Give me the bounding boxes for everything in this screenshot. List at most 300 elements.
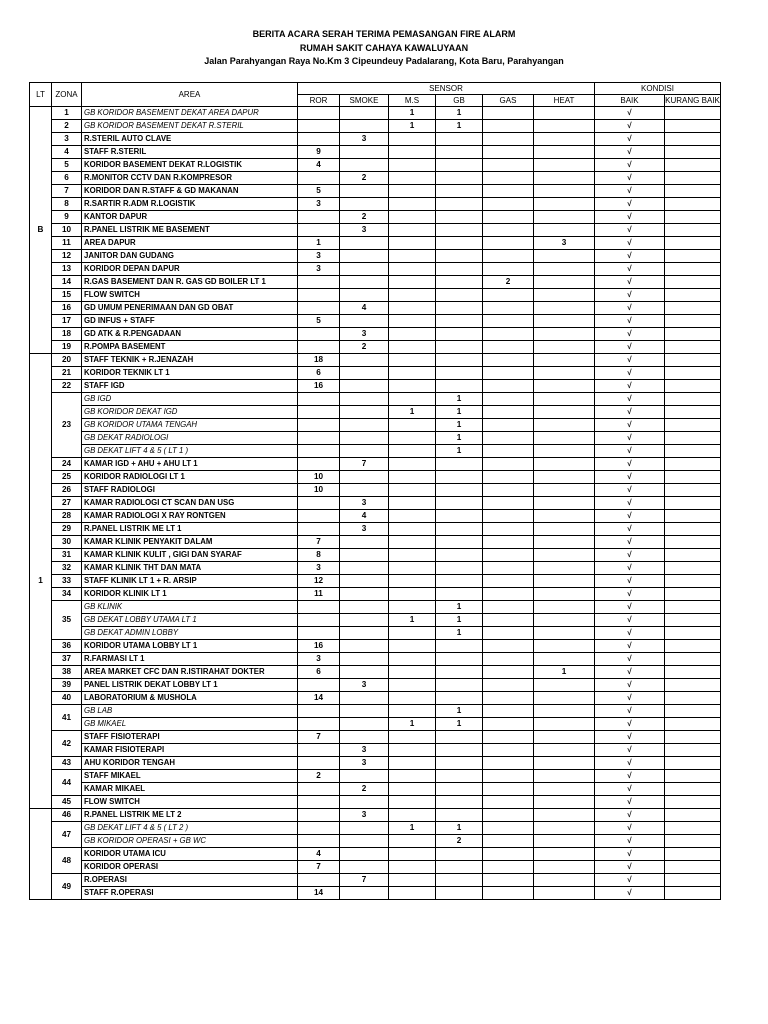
table-row [30,185,721,198]
gb-cell [436,250,483,263]
ror-cell: 6 [298,666,340,679]
heat-cell [534,289,595,302]
table-row [30,315,721,328]
ms-cell [389,536,436,549]
ms-cell: 1 [389,107,436,120]
gas-cell: 2 [483,276,534,289]
heat-cell [534,640,595,653]
area-cell: KAMAR KLINIK KULIT , GIGI DAN SYARAF [82,549,298,562]
table-row [30,731,721,744]
baik-check-cell: √ [595,861,665,874]
area-cell: STAFF MIKAEL [82,770,298,783]
area-cell: R.POMPA BASEMENT [82,341,298,354]
ror-cell [298,874,340,887]
gas-cell [483,185,534,198]
table-row [30,614,721,627]
gas-cell [483,419,534,432]
area-cell: GB KLINIK [82,601,298,614]
zona-cell: 33 [52,575,82,588]
gas-cell [483,406,534,419]
table-row [30,302,721,315]
table-row [30,276,721,289]
zona-cell: 21 [52,367,82,380]
table-row [30,172,721,185]
zona-cell: 12 [52,250,82,263]
table-row [30,133,721,146]
area-cell: GB DEKAT ADMIN LOBBY [82,627,298,640]
smoke-cell [340,146,389,159]
zona-cell: 26 [52,484,82,497]
gb-cell [436,380,483,393]
table-row [30,120,721,133]
gb-cell [436,198,483,211]
table-row [30,484,721,497]
area-cell: AREA MARKET CFC DAN R.ISTIRAHAT DOKTER [82,666,298,679]
heat-cell [534,380,595,393]
col-zona: ZONA [52,83,82,107]
smoke-cell [340,419,389,432]
area-cell: GB DEKAT LOBBY UTAMA LT 1 [82,614,298,627]
smoke-cell: 3 [340,497,389,510]
ror-cell: 5 [298,185,340,198]
baik-check-cell: √ [595,601,665,614]
kurang-baik-cell [665,536,721,549]
smoke-cell [340,887,389,900]
kurang-baik-cell [665,146,721,159]
baik-check-cell: √ [595,692,665,705]
zona-cell: 40 [52,692,82,705]
table-row [30,562,721,575]
heat-cell [534,120,595,133]
gb-cell [436,770,483,783]
ms-cell [389,770,436,783]
baik-check-cell: √ [595,432,665,445]
heat-cell [534,588,595,601]
gas-cell [483,354,534,367]
gas-cell [483,861,534,874]
baik-check-cell: √ [595,419,665,432]
smoke-cell [340,484,389,497]
baik-check-cell: √ [595,484,665,497]
gb-cell [436,497,483,510]
kurang-baik-cell [665,302,721,315]
col-sensor: SENSOR [298,83,595,95]
col-ror: ROR [298,95,340,107]
kurang-baik-cell [665,185,721,198]
floor-cell [30,809,52,900]
smoke-cell [340,796,389,809]
kurang-baik-cell [665,588,721,601]
table-row [30,237,721,250]
ror-cell: 16 [298,640,340,653]
area-cell: JANITOR DAN GUDANG [82,250,298,263]
smoke-cell [340,406,389,419]
kurang-baik-cell [665,523,721,536]
gas-cell [483,224,534,237]
gas-cell [483,120,534,133]
baik-check-cell: √ [595,549,665,562]
area-cell: KANTOR DAPUR [82,211,298,224]
table-row [30,159,721,172]
baik-check-cell: √ [595,185,665,198]
smoke-cell [340,575,389,588]
gb-cell [436,744,483,757]
gas-cell [483,380,534,393]
heat-cell [534,406,595,419]
kurang-baik-cell [665,679,721,692]
area-cell: GD INFUS + STAFF [82,315,298,328]
zona-cell: 22 [52,380,82,393]
baik-check-cell: √ [595,809,665,822]
table-row [30,744,721,757]
table-row [30,874,721,887]
gb-cell: 1 [436,432,483,445]
ms-cell [389,705,436,718]
ror-cell [298,718,340,731]
baik-check-cell: √ [595,510,665,523]
baik-check-cell: √ [595,315,665,328]
zona-cell: 34 [52,588,82,601]
zona-cell: 31 [52,549,82,562]
heat-cell [534,536,595,549]
table-row [30,601,721,614]
ms-cell [389,276,436,289]
ms-cell [389,354,436,367]
ror-cell: 7 [298,731,340,744]
gb-cell [436,783,483,796]
zona-cell: 1 [52,107,82,120]
area-cell: STAFF IGD [82,380,298,393]
area-cell: KORIDOR UTAMA ICU [82,848,298,861]
gb-cell: 1 [436,406,483,419]
zona-cell: 17 [52,315,82,328]
ror-cell [298,211,340,224]
smoke-cell [340,588,389,601]
smoke-cell: 2 [340,341,389,354]
gb-cell [436,653,483,666]
heat-cell: 3 [534,237,595,250]
kurang-baik-cell [665,848,721,861]
smoke-cell [340,770,389,783]
ror-cell [298,406,340,419]
heat-cell [534,796,595,809]
gas-cell [483,302,534,315]
smoke-cell: 3 [340,523,389,536]
ms-cell [389,744,436,757]
zona-cell: 41 [52,705,82,731]
ms-cell [389,458,436,471]
baik-check-cell: √ [595,289,665,302]
col-gb: GB [436,95,483,107]
area-cell: STAFF R.STERIL [82,146,298,159]
heat-cell [534,354,595,367]
ror-cell [298,744,340,757]
ms-cell [389,471,436,484]
ror-cell: 18 [298,354,340,367]
gb-cell [436,757,483,770]
ms-cell [389,237,436,250]
kurang-baik-cell [665,120,721,133]
table-row [30,588,721,601]
gas-cell [483,536,534,549]
smoke-cell [340,536,389,549]
kurang-baik-cell [665,549,721,562]
gb-cell [436,146,483,159]
area-cell: R.MONITOR CCTV DAN R.KOMPRESOR [82,172,298,185]
ror-cell: 14 [298,887,340,900]
hospital-name: RUMAH SAKIT CAHAYA KAWALUYAAN [299,43,469,53]
kurang-baik-cell [665,341,721,354]
ror-cell: 6 [298,367,340,380]
floor-cell: B [30,107,52,354]
zona-cell: 20 [52,354,82,367]
ror-cell [298,705,340,718]
gb-cell: 1 [436,601,483,614]
ror-cell: 1 [298,237,340,250]
ror-cell [298,120,340,133]
heat-cell [534,185,595,198]
baik-check-cell: √ [595,666,665,679]
kurang-baik-cell [665,107,721,120]
heat-cell [534,328,595,341]
ror-cell: 8 [298,549,340,562]
area-cell: KORIDOR OPERASI [82,861,298,874]
kurang-baik-cell [665,653,721,666]
ms-cell [389,783,436,796]
gb-cell [436,341,483,354]
gas-cell [483,770,534,783]
heat-cell [534,276,595,289]
gb-cell: 1 [436,718,483,731]
smoke-cell [340,562,389,575]
zona-cell: 44 [52,770,82,796]
ror-cell: 3 [298,562,340,575]
baik-check-cell: √ [595,731,665,744]
ror-cell: 3 [298,263,340,276]
gb-cell: 1 [436,614,483,627]
heat-cell [534,731,595,744]
zona-cell: 43 [52,757,82,770]
zona-cell: 27 [52,497,82,510]
smoke-cell [340,289,389,302]
gas-cell [483,289,534,302]
ror-cell [298,419,340,432]
kurang-baik-cell [665,133,721,146]
smoke-cell [340,237,389,250]
gb-cell [436,185,483,198]
table-row [30,809,721,822]
heat-cell [534,484,595,497]
ror-cell [298,393,340,406]
heat-cell [534,471,595,484]
fire-alarm-table [29,82,721,900]
gb-cell [436,289,483,302]
kurang-baik-cell [665,783,721,796]
table-row [30,224,721,237]
baik-check-cell: √ [595,705,665,718]
table-row [30,419,721,432]
table-row [30,406,721,419]
baik-check-cell: √ [595,497,665,510]
kurang-baik-cell [665,393,721,406]
gb-cell [436,367,483,380]
ms-cell [389,432,436,445]
gas-cell [483,549,534,562]
table-header [30,83,721,107]
baik-check-cell: √ [595,120,665,133]
heat-cell [534,770,595,783]
col-baik: BAIK [595,95,665,107]
table-row [30,770,721,783]
zona-cell: 18 [52,328,82,341]
gas-cell [483,393,534,406]
heat-cell [534,679,595,692]
zona-cell: 14 [52,276,82,289]
heat-cell [534,809,595,822]
area-cell: KORIDOR KLINIK LT 1 [82,588,298,601]
area-cell: KAMAR MIKAEL [82,783,298,796]
gas-cell [483,679,534,692]
heat-cell [534,614,595,627]
baik-check-cell: √ [595,328,665,341]
zona-cell: 11 [52,237,82,250]
zona-cell: 7 [52,185,82,198]
gb-cell [436,159,483,172]
zona-cell: 32 [52,562,82,575]
heat-cell [534,718,595,731]
gas-cell [483,692,534,705]
ms-cell [389,328,436,341]
kurang-baik-cell [665,289,721,302]
ms-cell [389,497,436,510]
smoke-cell: 7 [340,874,389,887]
table-body [30,107,721,900]
heat-cell [534,848,595,861]
gb-cell [436,731,483,744]
area-cell: R.GAS BASEMENT DAN R. GAS GD BOILER LT 1 [82,276,298,289]
ms-cell [389,809,436,822]
heat-cell [534,822,595,835]
smoke-cell: 3 [340,328,389,341]
area-cell: KORIDOR UTAMA LOBBY LT 1 [82,640,298,653]
heat-cell [534,198,595,211]
table-row [30,250,721,263]
gas-cell [483,471,534,484]
smoke-cell [340,692,389,705]
smoke-cell: 3 [340,679,389,692]
smoke-cell: 4 [340,302,389,315]
heat-cell [534,887,595,900]
smoke-cell [340,367,389,380]
zona-cell: 16 [52,302,82,315]
smoke-cell: 3 [340,809,389,822]
kurang-baik-cell [665,744,721,757]
gb-cell [436,809,483,822]
smoke-cell [340,198,389,211]
table-row [30,835,721,848]
zona-cell: 36 [52,640,82,653]
table-row [30,445,721,458]
baik-check-cell: √ [595,107,665,120]
ms-cell [389,185,436,198]
ror-cell: 7 [298,861,340,874]
smoke-cell: 3 [340,744,389,757]
kurang-baik-cell [665,770,721,783]
area-cell: R.SARTIR R.ADM R.LOGISTIK [82,198,298,211]
ms-cell [389,627,436,640]
ror-cell [298,276,340,289]
table-row [30,822,721,835]
gb-cell: 1 [436,705,483,718]
gb-cell: 1 [436,445,483,458]
gb-cell [436,549,483,562]
table-row [30,432,721,445]
baik-check-cell: √ [595,445,665,458]
gas-cell [483,250,534,263]
col-ms: M.S [389,95,436,107]
ror-cell [298,341,340,354]
ror-cell: 4 [298,159,340,172]
ror-cell [298,497,340,510]
smoke-cell [340,107,389,120]
zona-cell: 2 [52,120,82,133]
zona-cell: 37 [52,653,82,666]
gb-cell [436,562,483,575]
ms-cell [389,731,436,744]
kurang-baik-cell [665,874,721,887]
baik-check-cell: √ [595,406,665,419]
zona-cell: 9 [52,211,82,224]
kurang-baik-cell [665,211,721,224]
zona-cell: 10 [52,224,82,237]
table-row [30,757,721,770]
kurang-baik-cell [665,718,721,731]
baik-check-cell: √ [595,874,665,887]
gas-cell [483,783,534,796]
smoke-cell [340,549,389,562]
area-cell: KAMAR KLINIK THT DAN MATA [82,562,298,575]
heat-cell [534,367,595,380]
ror-cell: 4 [298,848,340,861]
area-cell: STAFF TEKNIK + R.JENAZAH [82,354,298,367]
col-kondisi: KONDISI [595,83,721,95]
baik-check-cell: √ [595,679,665,692]
baik-check-cell: √ [595,887,665,900]
table-row [30,523,721,536]
ms-cell [389,835,436,848]
baik-check-cell: √ [595,159,665,172]
ms-cell [389,640,436,653]
table-row [30,510,721,523]
baik-check-cell: √ [595,822,665,835]
gas-cell [483,198,534,211]
heat-cell [534,315,595,328]
heat-cell [534,744,595,757]
area-cell: KAMAR RADIOLOGI X RAY RONTGEN [82,510,298,523]
area-cell: R.STERIL AUTO CLAVE [82,133,298,146]
gas-cell [483,367,534,380]
gb-cell [436,172,483,185]
kurang-baik-cell [665,380,721,393]
ms-cell [389,367,436,380]
table-row [30,380,721,393]
kurang-baik-cell [665,198,721,211]
ms-cell [389,861,436,874]
kurang-baik-cell [665,809,721,822]
baik-check-cell: √ [595,783,665,796]
smoke-cell [340,432,389,445]
ms-cell [389,484,436,497]
